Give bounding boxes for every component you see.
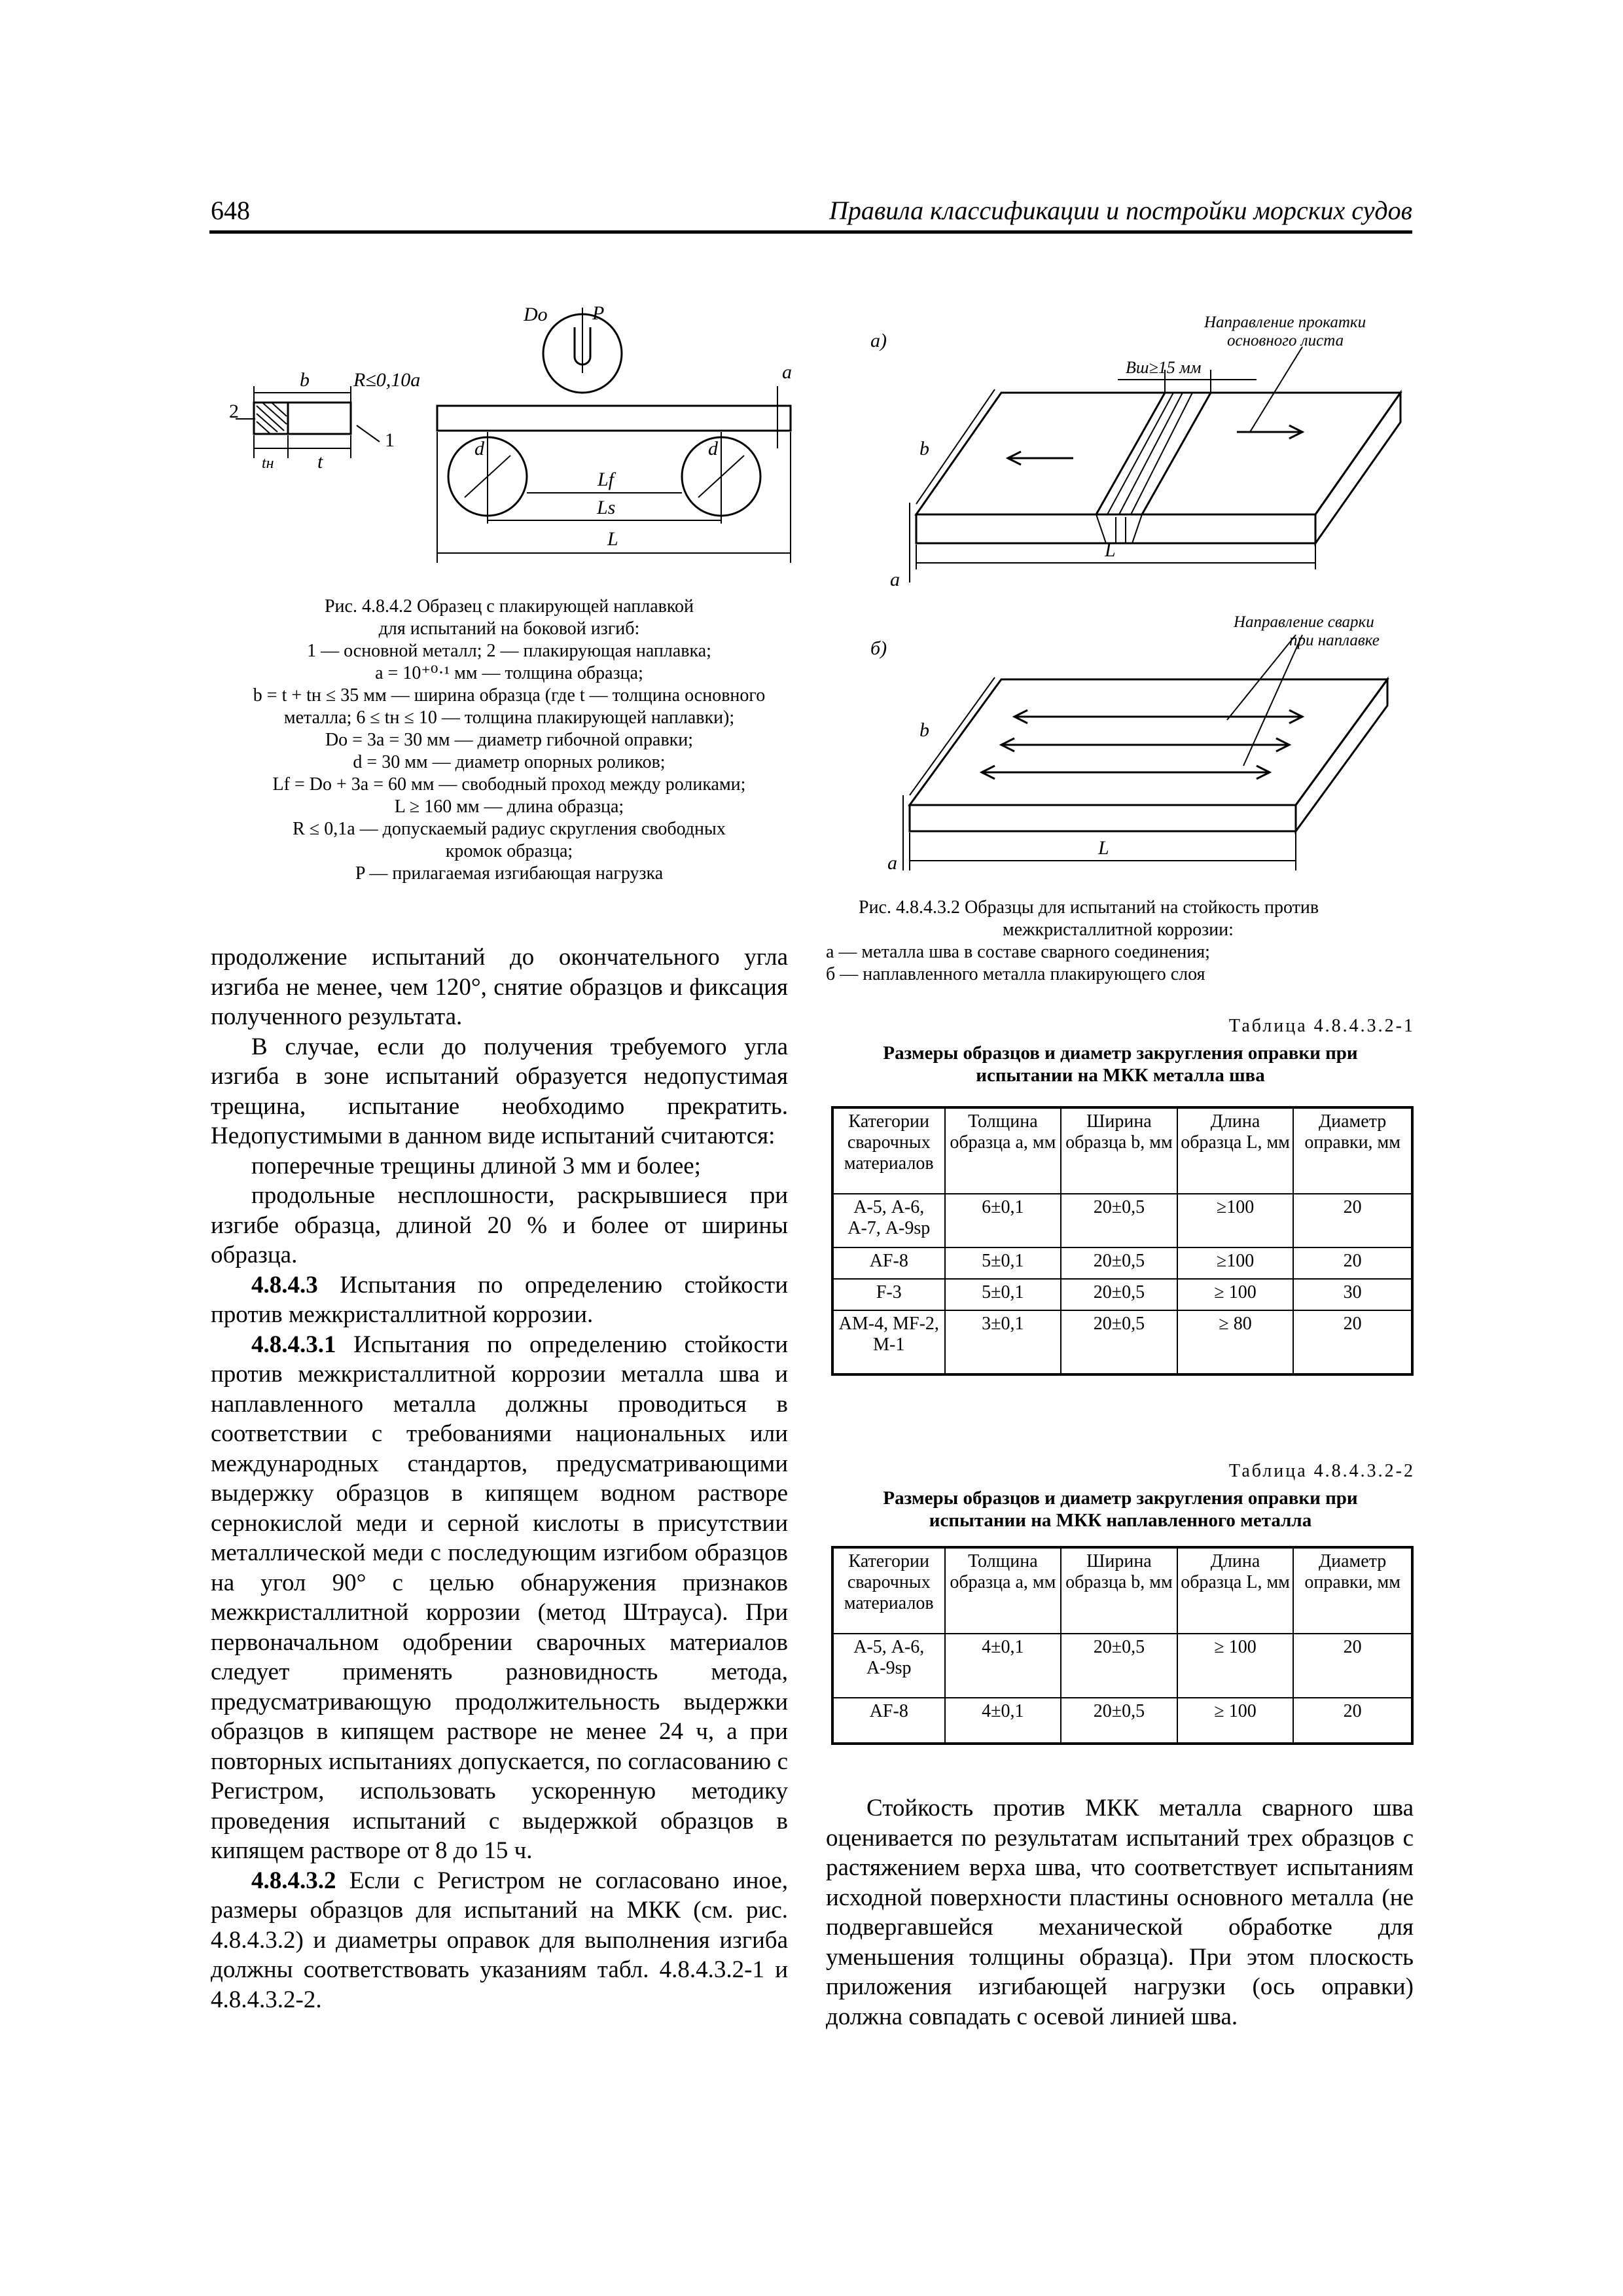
header-cell: Толщина образца a, мм: [945, 1547, 1061, 1634]
left-column-text: [211, 942, 788, 2015]
cell: AF-8: [832, 1247, 945, 1279]
cell: 20: [1293, 1310, 1412, 1374]
header-rule: [209, 230, 1412, 234]
cell: 20±0,5: [1061, 1634, 1177, 1698]
label-d-left: d: [474, 438, 484, 459]
table1-title-line: Размеры образцов и диаметр закругления оправки при: [883, 1043, 1358, 1064]
caption-line: Lf = Dо + 3a = 60 мм — свободный проход между роликами;: [272, 774, 746, 795]
cell: 4±0,1: [945, 1634, 1061, 1698]
label-panel-b: б): [870, 637, 887, 659]
table2-title-line: Размеры образцов и диаметр закругления оправки при: [883, 1488, 1358, 1509]
paragraph: продольные несплошности, раскрывшиеся при изгибе образца, длиной 20 % и более от ширины образца.: [211, 1182, 788, 1268]
label-d-right: d: [708, 438, 718, 459]
header-cell: Ширина образца b, мм: [1061, 1107, 1177, 1194]
specimen-bar: [437, 406, 791, 431]
caption-line: для испытаний на боковой изгиб:: [378, 619, 640, 639]
caption-line: Рис. 4.8.4.2 Образец с плакирующей наплавкой: [324, 596, 694, 617]
figure-caption-4-8-4-3-2: [826, 897, 1415, 986]
cell: 5±0,1: [945, 1247, 1061, 1279]
cell: 6±0,1: [945, 1194, 1061, 1247]
paragraph: продолжение испытаний до окончательного угла изгиба не менее, чем 120°, снятие образцов и фиксация полученного результата.: [211, 944, 788, 1030]
paragraph: Стойкость против МКК металла сварного шва оценивается по результатам испытаний трех образцов с растяжением верха шва, что соответствует испытаниям исходной поверхности пластины основного металла (не подвергавшейся механической обработке для уменьшения толщины образца). При этом плоскость приложения изгибающей нагрузки (ось оправки) должна совпадать с осевой линией шва.: [826, 1795, 1414, 2030]
label-L-b: L: [1098, 837, 1109, 859]
cell: AF-8: [832, 1698, 945, 1744]
paragraph-4-8-4-3-2: 4.8.4.3.2 Если с Регистром не согласовано иное, размеры образцов для испытаний на МКК (см. рис. 4.8.4.3.2) и диаметры оправок для выполнения изгиба должны соответствовать указаниям табл. 4.8.4.3.2-1 и 4.8.4.3.2-2.: [211, 1867, 788, 2013]
label-D0: Dо: [524, 304, 548, 325]
page-number: 648: [211, 196, 250, 225]
table1-label: Таблица 4.8.4.3.2-1: [1228, 1016, 1415, 1036]
cell: ≥ 100: [1177, 1698, 1294, 1744]
label-L: L: [607, 528, 618, 550]
cell: А-5, А-6, А-7, А-9sp: [832, 1194, 945, 1247]
header-cell: Категории сварочных материалов: [832, 1107, 945, 1194]
label-bsh: Bш≥15 мм: [1126, 358, 1202, 377]
caption-line: b = t + tн ≤ 35 мм — ширина образца (где t — толщина основного: [253, 685, 766, 706]
table2-label: Таблица 4.8.4.3.2-2: [1228, 1461, 1415, 1481]
right-column-text: [826, 1793, 1414, 2032]
label-b-a: b: [919, 438, 929, 459]
caption-line: б — наплавленного металла плакирующего слоя: [826, 964, 1205, 984]
label-a-b: a: [887, 852, 897, 874]
table1-title-line: испытании на МКК металла шва: [976, 1065, 1265, 1086]
caption-line: а — металла шва в составе сварного соединения;: [826, 942, 1210, 962]
header-cell: Длина образца L, мм: [1177, 1107, 1294, 1194]
table-row: [832, 1698, 1412, 1744]
table1: [831, 1106, 1414, 1376]
label-R: R≤0,10a: [353, 369, 421, 391]
cell: 4±0,1: [945, 1698, 1061, 1744]
cell: 3±0,1: [945, 1310, 1061, 1374]
paragraph: поперечные трещины длиной 3 мм и более;: [251, 1152, 701, 1179]
caption-line: металла; 6 ≤ tн ≤ 10 — толщина плакирующей наплавки);: [283, 708, 735, 728]
label-t: t: [317, 451, 323, 473]
figure-mkk-specimens: [844, 308, 1420, 897]
header-cell: Диаметр оправки, мм: [1293, 1547, 1412, 1634]
table-row: [832, 1310, 1412, 1374]
table-row: [832, 1634, 1412, 1698]
table2: [831, 1546, 1414, 1745]
plate-b-front: [910, 805, 1296, 831]
label-a: a: [782, 361, 792, 383]
cell: F-3: [832, 1279, 945, 1310]
label-weld-dir-1: Направление сварки: [1234, 613, 1374, 631]
section-heading-4-8-4-3: 4.8.4.3 Испытания по определению стойкости против межкристаллитной коррозии.: [211, 1271, 788, 1328]
figure-side-bend-specimen: [216, 301, 805, 576]
plate-b-top: [910, 679, 1387, 805]
figure-caption-4-8-4-2: [208, 596, 810, 885]
table1-title: [826, 1042, 1415, 1086]
label-b: b: [300, 369, 310, 391]
table2-title-line: испытании на МКК наплавленного металла: [929, 1510, 1312, 1531]
caption-line: a = 10⁺⁰·¹ мм — толщина образца;: [375, 663, 643, 683]
label-Lf: Lf: [597, 469, 615, 490]
label-Ls: Ls: [597, 497, 616, 518]
cell: 20±0,5: [1061, 1247, 1177, 1279]
label-rolling-dir-1: Направление прокатки: [1204, 314, 1366, 331]
cell: 20±0,5: [1061, 1310, 1177, 1374]
cell: АМ-4, MF-2, М-1: [832, 1310, 945, 1374]
table-row: [832, 1247, 1412, 1279]
label-b-b: b: [919, 719, 929, 741]
caption-line: d = 30 мм — диаметр опорных роликов;: [353, 752, 666, 772]
table2-title: [826, 1487, 1415, 1532]
cell: 20: [1293, 1247, 1412, 1279]
header-cell: Диаметр оправки, мм: [1293, 1107, 1412, 1194]
cell: ≥ 80: [1177, 1310, 1294, 1374]
caption-line: кромок образца;: [445, 841, 573, 861]
running-title: Правила классификации и постройки морских судов: [829, 196, 1412, 225]
label-rolling-dir-2: основного листа: [1227, 332, 1344, 350]
cell: 20±0,5: [1061, 1194, 1177, 1247]
cell: 30: [1293, 1279, 1412, 1310]
caption-line: L ≥ 160 мм — длина образца;: [394, 797, 624, 817]
caption-line: P — прилагаемая изгибающая нагрузка: [355, 863, 664, 884]
table-row: [832, 1279, 1412, 1310]
cell: ≥ 100: [1177, 1634, 1294, 1698]
cell: 20: [1293, 1634, 1412, 1698]
header-cell: Ширина образца b, мм: [1061, 1547, 1177, 1634]
header-cell: Толщина образца a, мм: [945, 1107, 1061, 1194]
cell: А-5, А-6, А-9sp: [832, 1634, 945, 1698]
cell: 20: [1293, 1698, 1412, 1744]
paragraph: В случае, если до получения требуемого угла изгиба в зоне испытаний образуется недопустимая трещина, испытание необходимо прекратить. Недопустимыми в данном виде испытаний считаются:: [211, 1033, 788, 1149]
label-a-a: a: [890, 569, 900, 590]
label-P: P: [592, 302, 605, 324]
label-2: 2: [229, 401, 239, 422]
weld-bead: [1096, 393, 1211, 514]
caption-line: межкристаллитной коррозии:: [1003, 920, 1234, 940]
header-cell: Категории сварочных материалов: [832, 1547, 945, 1634]
label-weld-dir-2: при наплавке: [1289, 632, 1380, 649]
caption-line: Рис. 4.8.4.3.2 Образцы для испытаний на стойкость против: [859, 897, 1319, 918]
caption-line: Dо = 3a = 30 мм — диаметр гибочной оправки;: [325, 730, 694, 750]
cell: 20±0,5: [1061, 1698, 1177, 1744]
cell: ≥100: [1177, 1247, 1294, 1279]
caption-line: 1 — основной металл; 2 — плакирующая наплавка;: [307, 641, 711, 661]
table-header-row: [832, 1547, 1412, 1634]
cell: 5±0,1: [945, 1279, 1061, 1310]
label-panel-a: а): [870, 330, 887, 351]
caption-line: R ≤ 0,1a — допускаемый радиус скругления свободных: [293, 819, 726, 839]
label-L-a: L: [1105, 539, 1116, 561]
table-header-row: [832, 1107, 1412, 1194]
label-1: 1: [385, 429, 395, 451]
cell: ≥100: [1177, 1194, 1294, 1247]
cell: 20±0,5: [1061, 1279, 1177, 1310]
header-cell: Длина образца L, мм: [1177, 1547, 1294, 1634]
cell: ≥ 100: [1177, 1279, 1294, 1310]
label-tn: tн: [262, 455, 274, 472]
cell: 20: [1293, 1194, 1412, 1247]
paragraph-4-8-4-3-1: 4.8.4.3.1 Испытания по определению стойкости против межкристаллитной коррозии металла шва и наплавленного металла должны проводиться в соответствии с требованиями национальных или международных стандартов, предусматривающими выдержку образцов в кипящем водном растворе сернокислой меди и серной кислоты в присутствии металлической меди с последующим изгибом образцов на угол 90° с целью обнаружения признаков межкристаллитной коррозии (метод Штрауса). При первоначальном одобрении сварочных материалов следует применять разновидность метода, предусматривающую продолжительность выдержки образцов в кипящем растворе не менее 24 ч, а при повторных испытаниях допускается, по согласованию с Регистром, использовать ускоренную методику проведения испытаний с выдержкой образцов в кипящем растворе от 8 до 15 ч.: [211, 1331, 788, 1864]
table-row: [832, 1194, 1412, 1247]
